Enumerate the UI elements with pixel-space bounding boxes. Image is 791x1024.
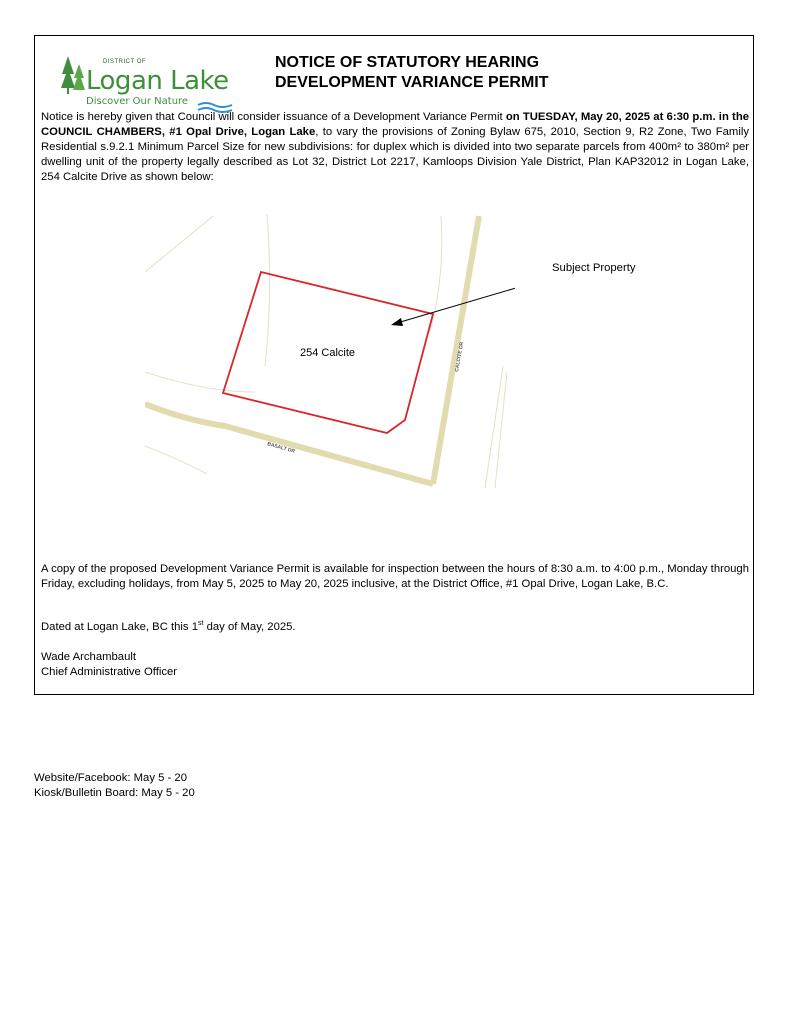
map-faint-line [265,214,270,366]
signatory-name: Wade Archambault [41,651,137,663]
signatory-title: Chief Administrative Officer [41,666,178,678]
dated-ordinal-suffix: st [198,620,204,628]
intro-paragraph [41,110,749,185]
inspection-paragraph: A copy of the proposed Development Variance Permit is available for inspection between the hours of 8:30 a.m. to 4:00 p.m., Monday through Friday, excluding holidays, from May 5, 2025 to May 20, 2025 inclusive, at the District Office, #1 Opal Drive, Logan Lake, B.C. [41,563,749,590]
basalt-drive-road [145,404,433,484]
property-map [145,214,515,488]
district-logo [59,50,239,110]
dated-text-after: day of May, 2025. [203,621,296,633]
dated-line [41,620,749,635]
subject-arrow-line [397,280,515,323]
footer-kiosk-dates: Kiosk/Bulletin Board: May 5 - 20 [34,787,195,799]
map-faint-line [145,216,213,272]
dated-text-before: Dated at Logan Lake, BC this 1 [41,621,199,633]
notice-box [34,35,754,695]
notice-heading [275,53,549,93]
intro-hearing-details: on TUESDAY, May 20, 2025 at 6:30 p.m. in the COUNCIL CHAMBERS, #1 Opal Drive, Logan Lake [41,111,749,138]
heading-line-1: NOTICE OF STATUTORY HEARING [275,54,540,71]
logo-district-of: DISTRICT OF [103,59,147,65]
logo-tagline: Discover Our Nature [86,96,189,107]
calcite-drive-road [433,216,479,484]
map-faint-line [145,446,207,474]
map-faint-line [485,366,503,488]
footer-website-dates: Website/Facebook: May 5 - 20 [34,772,187,784]
intro-text-1: Notice is hereby given that Council will consider issuance of a Development Variance Permit [41,111,506,123]
signature-block [41,650,749,680]
heading-line-2: DEVELOPMENT VARIANCE PERMIT [275,74,549,91]
intro-text-2: , to vary the provisions of Zoning Bylaw 675, 2010, Section 9, R2 Zone, Two Family Residential s.9.2.1 Minimum Parcel Size for new subdivisions: for duplex which is divided into two separate parcels from 400m² to 380m² per dwelling unit of the property legally described as Lot 32, District Lot 2217, Kamloops Division Yale District, Plan KAP32012 in Logan Lake, 254 Calcite Drive as shown below: [41,126,749,183]
tree-logo-icon [59,54,89,98]
street-label-calcite: CALCITE DR [454,341,466,373]
parcel-label: 254 Calcite [300,347,356,359]
arrow-head-icon [391,318,403,326]
street-label-basalt: BASALT DR [266,441,296,455]
logo-name: Logan Lake [86,66,229,96]
subject-property-label: Subject Property [552,262,636,274]
map-faint-line [145,372,255,392]
map-faint-line [495,372,507,488]
